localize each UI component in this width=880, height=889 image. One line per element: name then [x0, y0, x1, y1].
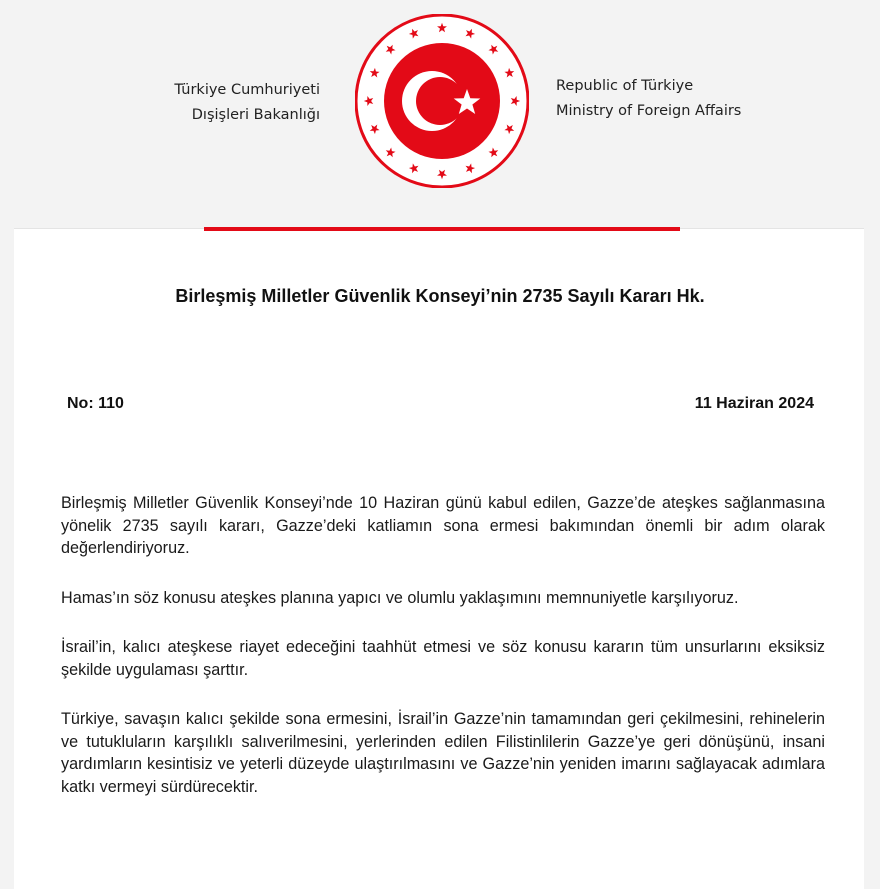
ministry-en-line-2: Ministry of Foreign Affairs	[556, 103, 742, 119]
paragraph: Hamas’ın söz konusu ateşkes planına yapıcı ve olumlu yaklaşımını memnuniyetle karşılıyoruz.	[61, 588, 739, 607]
paragraph: Birleşmiş Milletler Güvenlik Konseyi’nde 10 Haziran günü kabul edilen, Gazze’de ateşkes sağlanmasına yönelik 2735 sayılı kararı, Gazze’deki katliamın sona ermesi bakımından önemli bir adım olarak değerlendiriyoruz.	[61, 494, 825, 557]
ministry-en-line-1: Republic of Türkiye	[556, 78, 694, 94]
ministry-tr-line-1: Türkiye Cumhuriyeti	[174, 82, 320, 98]
document-title: Birleşmiş Milletler Güvenlik Konseyi’nin 2735 Sayılı Kararı Hk.	[175, 286, 705, 306]
letterhead	[0, 0, 880, 230]
paragraph: Türkiye, savaşın kalıcı şekilde sona ermesini, İsrail’in Gazze’nin tamamından geri çekilmesini, rehinelerin ve tutukluların karşılıklı salıverilmesini, yerlerinden edilen Filistinlilerin Gazze’ye geri dönüşünü, insani yardımların kesintisiz ve yeterli düzeyde ulaştırılmasını ve Gazze’nin yeniden imarını sağlayacak adımlara katkı vermeyi sürdürecektir.	[61, 710, 825, 796]
ministry-seal-emblem-icon	[355, 14, 529, 188]
ministry-tr-line-2: Dışişleri Bakanlığı	[191, 107, 320, 123]
ministry-name-english	[556, 74, 741, 124]
document-body	[61, 492, 825, 825]
ministry-name-turkish	[174, 78, 320, 128]
document-date: 11 Haziran 2024	[694, 395, 814, 412]
document-number: No: 110	[67, 395, 124, 412]
header-divider	[204, 227, 680, 231]
paragraph: İsrail’in, kalıcı ateşkese riayet edeceğini taahhüt etmesi ve söz konusu kararın tüm unsurlarını eksiksiz şekilde uygulaması şarttır.	[61, 638, 825, 679]
